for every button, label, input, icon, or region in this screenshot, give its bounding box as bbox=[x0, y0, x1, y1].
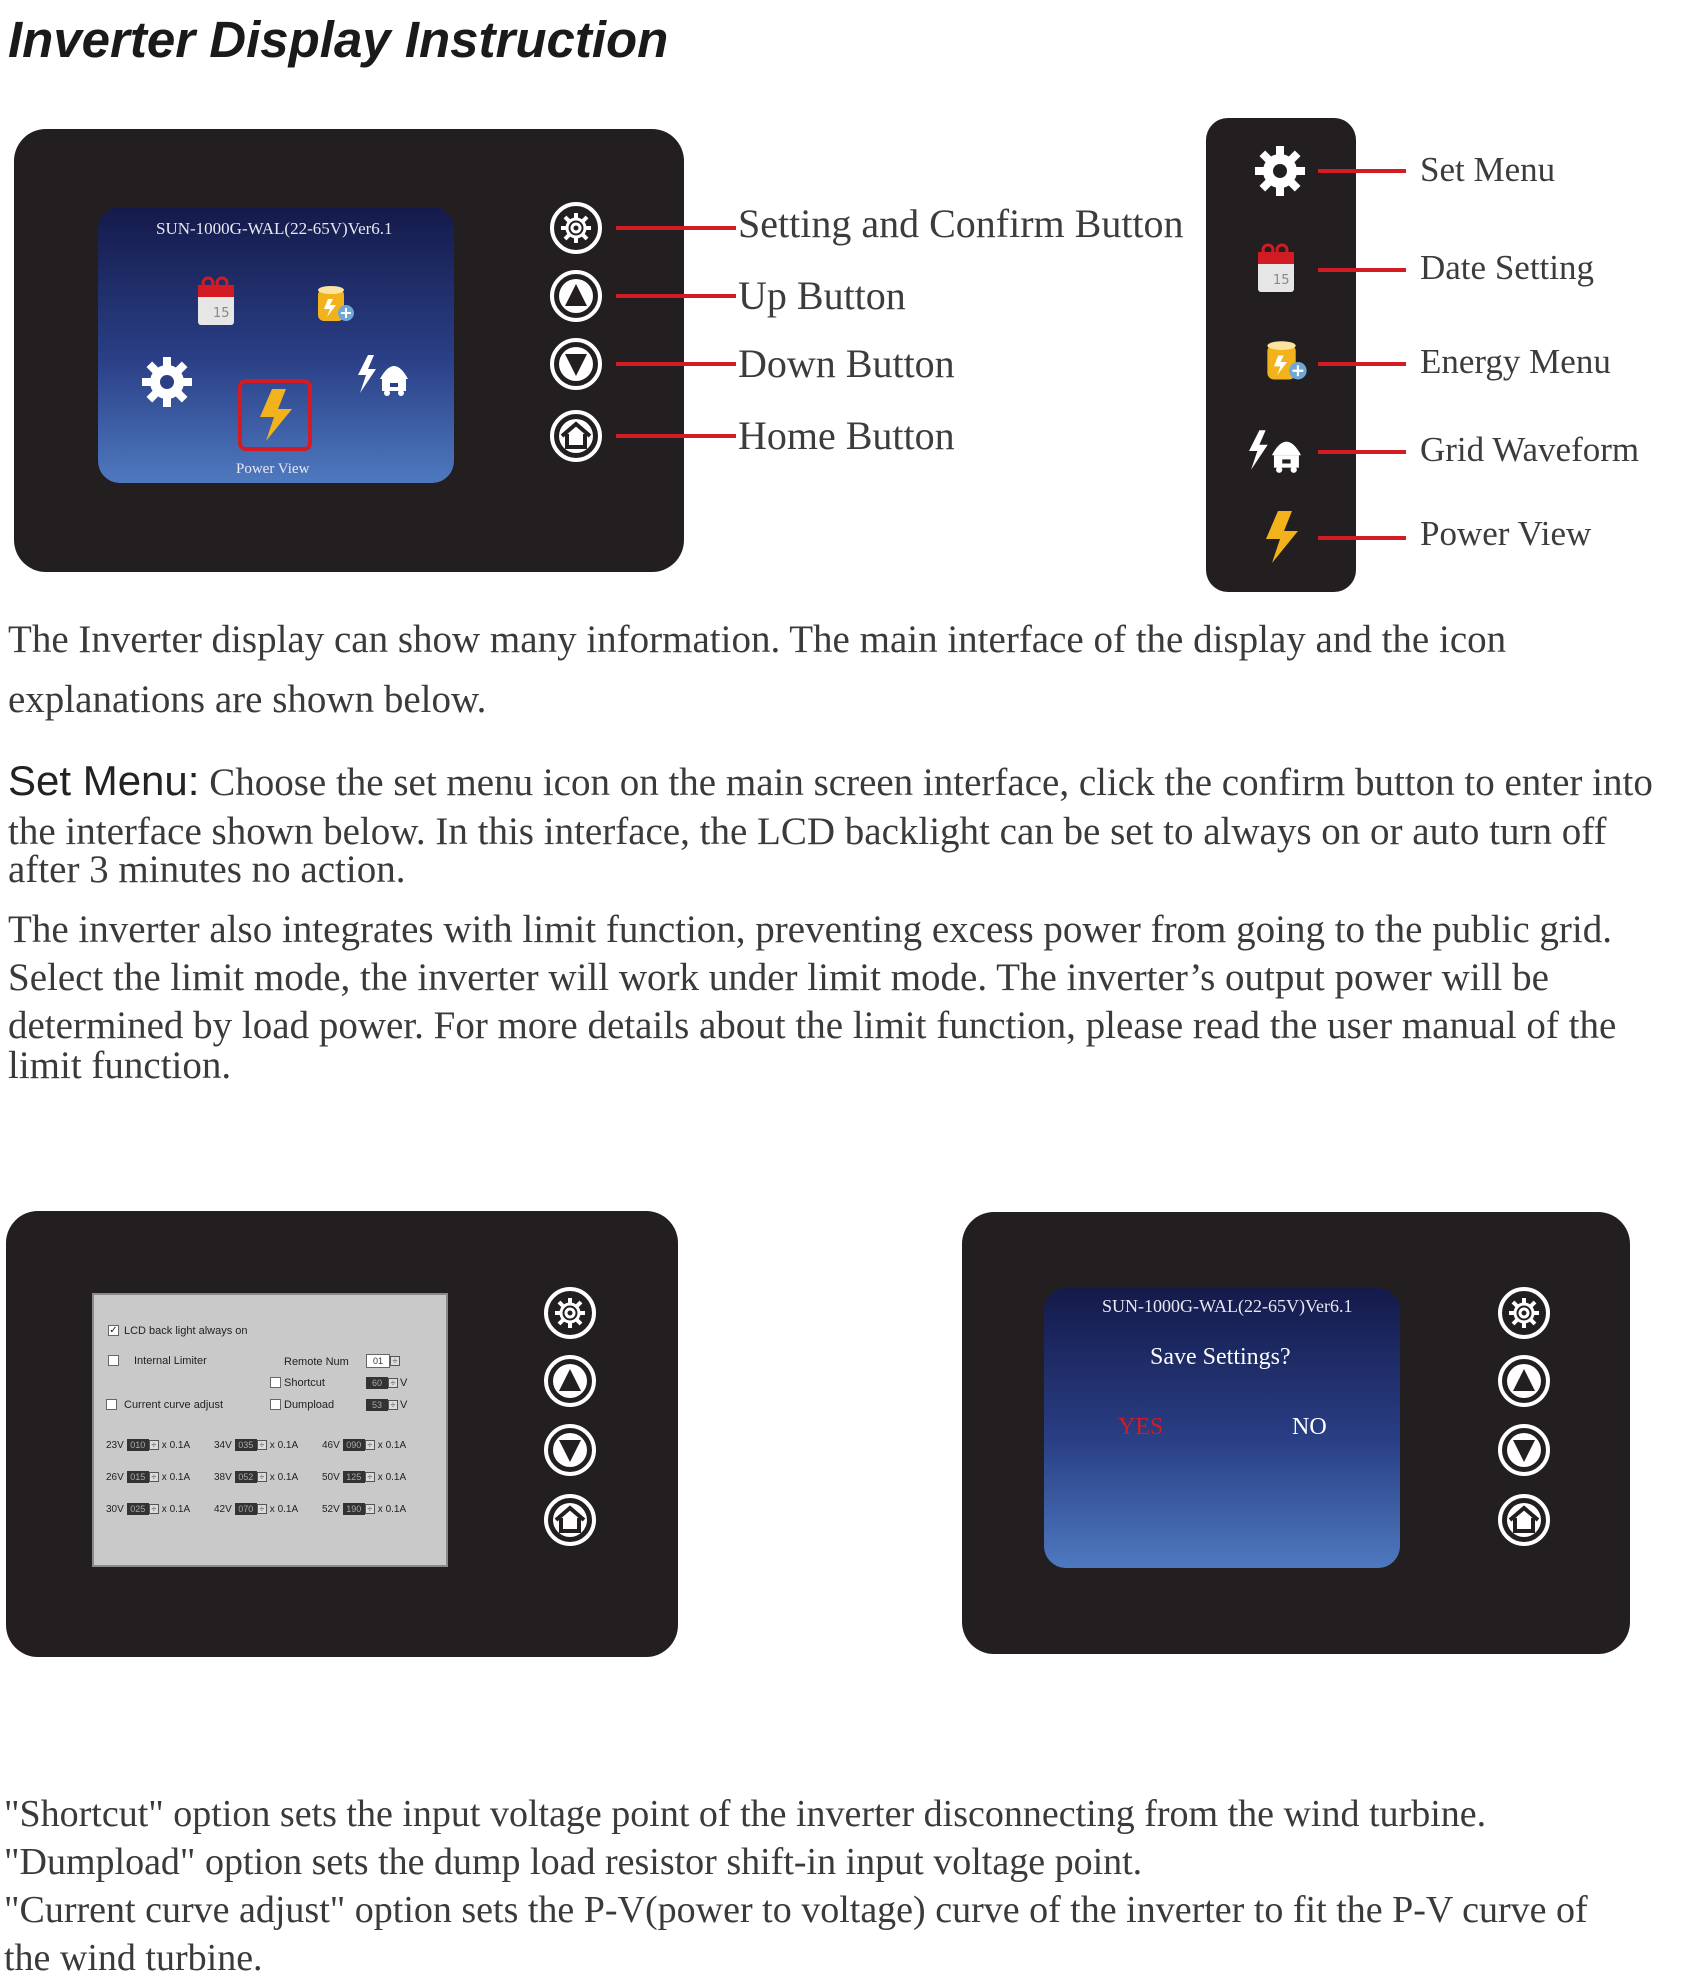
set-menu-line-2: the interface shown below. In this interface, the LCD backlight can be set to always on or auto turn off bbox=[8, 810, 1607, 853]
energy-icon bbox=[1262, 338, 1312, 386]
up-button-label: Up Button bbox=[738, 273, 906, 318]
gear-icon bbox=[1507, 1296, 1541, 1330]
curve-point[interactable] bbox=[106, 1471, 190, 1483]
curve-voltage-label: 50V bbox=[322, 1471, 340, 1483]
down-button-label: Down Button bbox=[738, 341, 955, 386]
lcd-backlight-checkbox[interactable]: ✓ bbox=[109, 1325, 118, 1336]
curve-voltage-label: 34V bbox=[214, 1439, 232, 1451]
dumpload-stepper[interactable]: 53 ÷ V bbox=[366, 1399, 407, 1411]
stepper-arrows-icon[interactable]: ÷ bbox=[149, 1472, 159, 1482]
grid-waveform-icon[interactable] bbox=[354, 349, 412, 399]
up-arrow-icon bbox=[556, 276, 596, 316]
down-arrow-icon bbox=[556, 344, 596, 384]
stepper-arrows-icon[interactable]: ÷ bbox=[149, 1504, 159, 1514]
gear-icon bbox=[553, 1296, 587, 1330]
internal-limiter-label: Internal Limiter bbox=[134, 1355, 207, 1367]
settings-confirm-button[interactable] bbox=[544, 1287, 596, 1339]
shortcut-label: Shortcut bbox=[284, 1377, 325, 1389]
limit-line-2: Select the limit mode, the inverter will work under limit mode. The inverter’s output power will be bbox=[8, 956, 1549, 999]
callout-line bbox=[1318, 362, 1406, 366]
curve-point[interactable] bbox=[214, 1471, 298, 1483]
callout-line bbox=[1318, 450, 1406, 454]
callout-line bbox=[1318, 536, 1406, 540]
stepper-arrows-icon[interactable]: ÷ bbox=[257, 1472, 267, 1482]
yes-option[interactable]: YES bbox=[1118, 1414, 1164, 1440]
remote-num-stepper[interactable]: 01 ÷ bbox=[366, 1355, 400, 1367]
stepper-arrows-icon[interactable]: ÷ bbox=[388, 1400, 398, 1410]
curve-point[interactable] bbox=[322, 1471, 406, 1483]
limit-line-1: The inverter also integrates with limit function, preventing excess power from going to the public grid. bbox=[8, 908, 1613, 951]
limit-line-4: limit function. bbox=[8, 1044, 232, 1087]
intro-line-2: explanations are shown below. bbox=[8, 678, 487, 721]
gear-icon[interactable] bbox=[140, 355, 194, 409]
curve-current-value[interactable]: 125 bbox=[343, 1471, 365, 1483]
stepper-arrows-icon[interactable]: ÷ bbox=[388, 1378, 398, 1388]
callout-line bbox=[1318, 268, 1406, 272]
callout-line bbox=[616, 294, 736, 298]
curve-voltage-label: 52V bbox=[322, 1503, 340, 1515]
callout-line bbox=[1318, 169, 1406, 173]
up-button[interactable] bbox=[544, 1355, 596, 1407]
curve-point[interactable] bbox=[322, 1503, 406, 1515]
grid-waveform-icon bbox=[1244, 424, 1306, 476]
legend-date-setting: Date Setting bbox=[1420, 248, 1594, 287]
up-button[interactable] bbox=[550, 270, 602, 322]
curve-unit-label: x 0.1A bbox=[269, 1471, 299, 1483]
curve-unit-label: x 0.1A bbox=[377, 1503, 407, 1515]
settings-confirm-button[interactable] bbox=[550, 202, 602, 254]
curve-unit-label: x 0.1A bbox=[269, 1439, 299, 1451]
svg-text:15: 15 bbox=[1273, 273, 1290, 288]
curve-current-value[interactable]: 190 bbox=[343, 1503, 365, 1515]
shortcut-stepper[interactable]: 60 ÷ V bbox=[366, 1377, 407, 1389]
down-arrow-icon bbox=[1504, 1430, 1544, 1470]
curve-unit-label: x 0.1A bbox=[269, 1503, 299, 1515]
calendar-icon bbox=[1256, 240, 1296, 296]
remote-num-label: Remote Num bbox=[284, 1356, 349, 1368]
up-arrow-icon bbox=[550, 1361, 590, 1401]
curve-point[interactable] bbox=[214, 1503, 298, 1515]
page-title: Inverter Display Instruction bbox=[8, 11, 669, 68]
note-line-4: the wind turbine. bbox=[4, 1937, 263, 1979]
home-icon bbox=[556, 416, 596, 456]
curve-current-value[interactable]: 090 bbox=[343, 1439, 365, 1451]
curve-unit-label: x 0.1A bbox=[161, 1471, 191, 1483]
intro-line-1: The Inverter display can show many information. The main interface of the display and the icon bbox=[8, 618, 1507, 661]
save-settings-question: Save Settings? bbox=[1150, 1344, 1291, 1370]
main-screen bbox=[98, 207, 454, 483]
curve-voltage-label: 23V bbox=[106, 1439, 124, 1451]
no-option[interactable]: NO bbox=[1292, 1414, 1327, 1440]
curve-point[interactable] bbox=[106, 1439, 190, 1451]
legend-power-view: Power View bbox=[1420, 514, 1592, 553]
lightning-icon bbox=[258, 387, 294, 443]
curve-voltage-label: 38V bbox=[214, 1471, 232, 1483]
stepper-arrows-icon[interactable]: ÷ bbox=[390, 1356, 400, 1366]
up-arrow-icon bbox=[1504, 1361, 1544, 1401]
stepper-arrows-icon[interactable]: ÷ bbox=[149, 1440, 159, 1450]
curve-unit-label: x 0.1A bbox=[377, 1439, 407, 1451]
set-menu-line-1 bbox=[8, 757, 1653, 807]
energy-icon[interactable] bbox=[314, 283, 358, 327]
setting-confirm-label: Setting and Confirm Button bbox=[738, 201, 1184, 246]
stepper-arrows-icon[interactable]: ÷ bbox=[365, 1504, 375, 1514]
limit-line-3: determined by load power. For more details about the limit function, please read the user manual of the bbox=[8, 1004, 1617, 1047]
dumpload-checkbox[interactable] bbox=[270, 1399, 281, 1410]
curve-voltage-label: 46V bbox=[322, 1439, 340, 1451]
lightning-icon bbox=[1264, 508, 1300, 566]
current-curve-checkbox[interactable] bbox=[106, 1399, 117, 1410]
home-button[interactable] bbox=[550, 410, 602, 462]
curve-current-value[interactable]: 010 bbox=[127, 1439, 149, 1451]
save-screen-model: SUN-1000G-WAL(22-65V)Ver6.1 bbox=[1102, 1296, 1353, 1316]
dumpload-label: Dumpload bbox=[284, 1399, 335, 1411]
screen-model-text: SUN-1000G-WAL(22-65V)Ver6.1 bbox=[156, 219, 393, 238]
svg-text:15: 15 bbox=[213, 306, 230, 321]
note-line-3: "Current curve adjust" option sets the P-V(power to voltage) curve of the inverter to fit the P-V curve of bbox=[4, 1889, 1588, 1931]
home-icon bbox=[1504, 1500, 1544, 1540]
curve-current-value[interactable]: 035 bbox=[235, 1439, 257, 1451]
home-icon bbox=[550, 1500, 590, 1540]
down-button[interactable] bbox=[1498, 1424, 1550, 1476]
home-button[interactable] bbox=[544, 1494, 596, 1546]
legend-grid-waveform: Grid Waveform bbox=[1420, 430, 1640, 469]
down-button[interactable] bbox=[544, 1424, 596, 1476]
screen-selected-label: Power View bbox=[236, 461, 310, 477]
set-menu-heading: Set Menu: bbox=[8, 757, 200, 804]
home-button-label: Home Button bbox=[738, 413, 955, 458]
shortcut-checkbox[interactable] bbox=[270, 1377, 281, 1388]
curve-current-value[interactable]: 070 bbox=[235, 1503, 257, 1515]
set-menu-text-1: Choose the set menu icon on the main screen interface, click the confirm button to enter into bbox=[199, 761, 1653, 804]
note-line-1: "Shortcut" option sets the input voltage point of the inverter disconnecting from the wind turbine. bbox=[4, 1793, 1487, 1835]
callout-line bbox=[616, 226, 736, 230]
lcd-backlight-label: LCD back light always on bbox=[124, 1325, 248, 1337]
save-screen bbox=[1044, 1288, 1400, 1568]
up-button[interactable] bbox=[1498, 1355, 1550, 1407]
curve-current-value[interactable]: 015 bbox=[127, 1471, 149, 1483]
settings-confirm-button[interactable] bbox=[1498, 1287, 1550, 1339]
stepper-arrows-icon[interactable]: ÷ bbox=[257, 1440, 267, 1450]
curve-point[interactable] bbox=[322, 1439, 406, 1451]
curve-unit-label: x 0.1A bbox=[161, 1503, 191, 1515]
curve-voltage-label: 26V bbox=[106, 1471, 124, 1483]
set-menu-line-3: after 3 minutes no action. bbox=[8, 848, 406, 891]
settings-screen bbox=[92, 1293, 448, 1567]
curve-current-value[interactable]: 025 bbox=[127, 1503, 149, 1515]
curve-unit-label: x 0.1A bbox=[377, 1471, 407, 1483]
internal-limiter-checkbox[interactable] bbox=[108, 1355, 119, 1366]
curve-point[interactable] bbox=[106, 1503, 190, 1515]
curve-current-value[interactable]: 052 bbox=[235, 1471, 257, 1483]
curve-point[interactable] bbox=[214, 1439, 298, 1451]
down-arrow-icon bbox=[550, 1430, 590, 1470]
curve-unit-label: x 0.1A bbox=[161, 1439, 191, 1451]
legend-energy-menu: Energy Menu bbox=[1420, 342, 1611, 381]
callout-line bbox=[616, 362, 736, 366]
note-line-2: "Dumpload" option sets the dump load resistor shift-in input voltage point. bbox=[4, 1841, 1143, 1883]
stepper-arrows-icon[interactable]: ÷ bbox=[257, 1504, 267, 1514]
gear-icon bbox=[1253, 144, 1307, 198]
current-curve-label: Current curve adjust bbox=[124, 1399, 224, 1411]
curve-voltage-label: 30V bbox=[106, 1503, 124, 1515]
stepper-arrows-icon[interactable]: ÷ bbox=[365, 1472, 375, 1482]
callout-line bbox=[616, 434, 736, 438]
gear-icon bbox=[559, 211, 593, 245]
calendar-icon[interactable] bbox=[196, 275, 236, 327]
curve-voltage-label: 42V bbox=[214, 1503, 232, 1515]
home-button[interactable] bbox=[1498, 1494, 1550, 1546]
stepper-arrows-icon[interactable]: ÷ bbox=[365, 1440, 375, 1450]
legend-set-menu: Set Menu bbox=[1420, 150, 1556, 189]
down-button[interactable] bbox=[550, 338, 602, 390]
